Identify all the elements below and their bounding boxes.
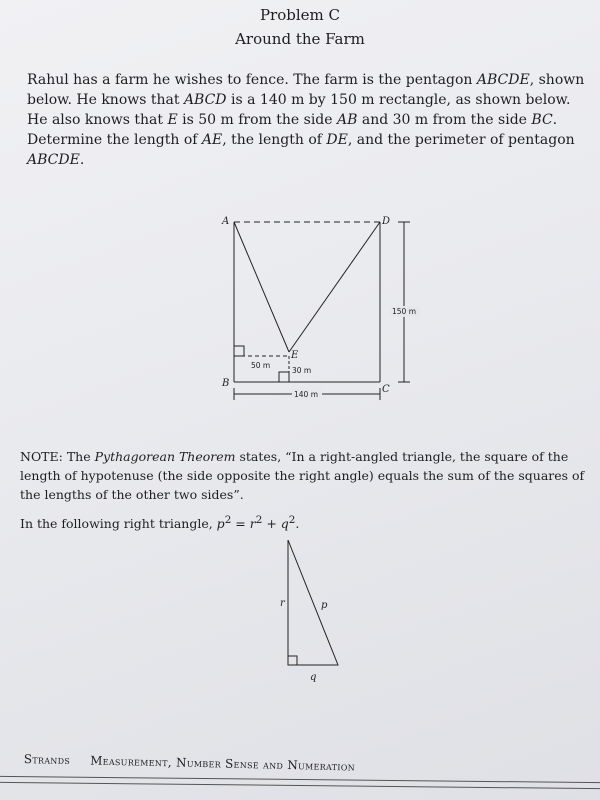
side-q-label: q bbox=[310, 672, 317, 683]
problem-title: Problem C bbox=[259, 6, 341, 24]
triangle-right-angle-mark bbox=[288, 656, 297, 665]
width-label: 140 m bbox=[294, 390, 319, 399]
right-angle-mark-ab bbox=[234, 346, 244, 356]
problem-statement: Rahul has a farm he wishes to fence. The farm is the pentagon ABCDE, shown below. He knows that ABCD is a 140 m by 150 m rectangle, as shown below. He also knows that E is 50 m from the side AB and 30 m from the side BC. Determine the length of AE, the length of DE, and the perimeter of pentagon ABCDE. bbox=[27, 72, 585, 168]
right-angle-mark-bc bbox=[279, 372, 289, 382]
e-to-ab-label: 50 m bbox=[251, 361, 271, 370]
pythagorean-note: NOTE: The Pythagorean Theorem states, “In a right-angled triangle, the square of the length of hypotenuse (the side opposite the right angle) equals the sum of the squares of the lengths of the other two sides”. bbox=[20, 449, 585, 502]
farm-diagram bbox=[234, 222, 410, 400]
vertex-a-label: A bbox=[222, 216, 230, 227]
right-triangle-diagram bbox=[288, 540, 338, 665]
problem-subtitle: Around the Farm bbox=[235, 30, 365, 48]
strands-label: Strands bbox=[23, 752, 71, 768]
side-r-label: r bbox=[280, 598, 285, 609]
e-to-bc-label: 30 m bbox=[292, 366, 312, 375]
strands-topics: Measurement, Number Sense and Numeration bbox=[90, 753, 356, 774]
vertex-e-label: E bbox=[291, 350, 299, 361]
vertex-d-label: D bbox=[382, 216, 391, 227]
segment-de bbox=[289, 222, 380, 352]
vertex-c-label: C bbox=[382, 384, 390, 395]
height-label: 150 m bbox=[392, 307, 417, 316]
segment-ae bbox=[234, 222, 289, 352]
triangle-equation: In the following right triangle, $p^2 = r^2 + q^2$. bbox=[20, 514, 300, 532]
vertex-b-label: B bbox=[222, 378, 230, 389]
side-p-label: p bbox=[321, 600, 328, 611]
right-triangle bbox=[288, 540, 338, 665]
